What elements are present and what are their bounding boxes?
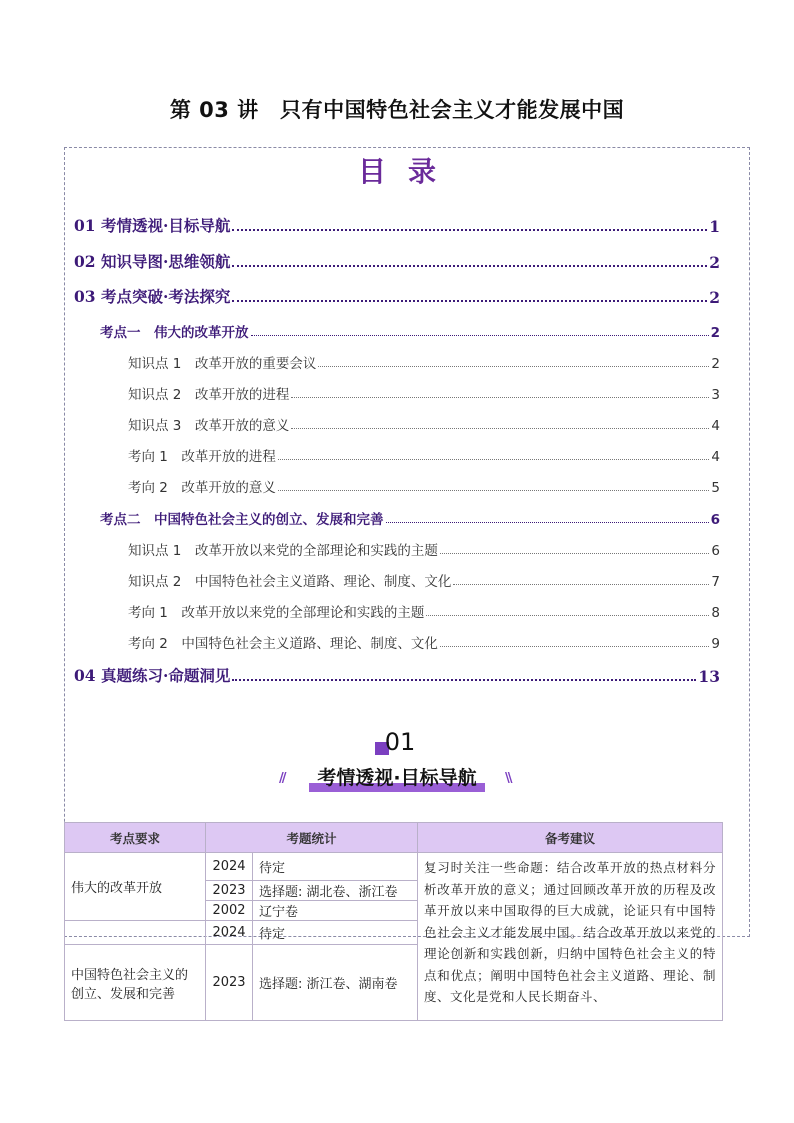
toc-entry-label: 考点二 中国特色社会主义的创立、发展和完善 (100, 512, 384, 528)
section-number-banner (0, 728, 794, 756)
table-header-row (65, 823, 723, 853)
toc-entry-knowledge-2-1[interactable] (128, 535, 720, 559)
toc-entry-section-3[interactable] (74, 283, 720, 307)
toc-leader-dots (232, 229, 707, 231)
toc-page-number: 8 (711, 605, 720, 621)
advice-cell: 复习时关注一些命题：结合改革开放的热点材料分析改革开放的意义；通过回顾改革开放的历程及改革开放以来中国取得的巨大成就，论证只有中国特色社会主义才能发展中国。结合改革开放以来党的理论创新和实践创新，归纳中国特色社会主义的特点和优点；阐明中国特色社会主义道路、理论、制度、文化是党和人民长期奋斗、 (418, 853, 723, 1021)
stat-cell: 选择题: 浙江卷、湖南卷 (253, 945, 418, 1021)
toc-entry-label: 知识点 2 改革开放的进程 (128, 387, 290, 403)
toc-entry-label: 知识点 1 改革开放的重要会议 (128, 356, 317, 372)
toc-page-number: 2 (709, 288, 720, 307)
year-cell: 2023 (206, 945, 253, 1021)
empty-cell (65, 921, 206, 945)
toc-entry-knowledge-2-2[interactable] (128, 566, 720, 590)
stat-cell: 待定 (253, 921, 418, 945)
topic-cell: 伟大的改革开放 (65, 853, 206, 921)
toc-entry-label: 01 考情透视·目标导航 (74, 216, 231, 235)
toc-page-number: 6 (711, 543, 720, 559)
toc-page-number: 9 (711, 636, 720, 652)
slash-decoration-left: // (279, 771, 285, 786)
toc-entry-label: 03 考点突破·考法探究 (74, 287, 231, 306)
year-cell: 2002 (206, 901, 253, 921)
toc-page-number: 7 (711, 574, 720, 590)
toc-leader-dots (440, 646, 710, 647)
toc-leader-dots (426, 615, 709, 616)
toc-page-number: 13 (698, 667, 720, 686)
year-cell: 2023 (206, 881, 253, 901)
toc-entry-knowledge-1-1[interactable] (128, 348, 720, 372)
stat-cell: 辽宁卷 (253, 901, 418, 921)
slash-decoration-right: \\ (505, 771, 511, 786)
toc-entry-direction-2-2[interactable] (128, 628, 720, 652)
toc-page-number: 2 (710, 325, 720, 341)
table-header-cell: 考点要求 (65, 823, 206, 853)
exam-plan-table (64, 822, 723, 1021)
toc-entry-section-1[interactable] (74, 212, 720, 236)
toc-entry-label: 考向 1 改革开放以来党的全部理论和实践的主题 (128, 605, 425, 621)
table-header-cell: 考题统计 (206, 823, 418, 853)
toc-page-number: 3 (711, 387, 720, 403)
stat-cell: 待定 (253, 853, 418, 881)
toc-leader-dots (291, 428, 709, 429)
toc-leader-dots (386, 522, 709, 523)
toc-entry-label: 考向 1 改革开放的进程 (128, 449, 276, 465)
toc-page-number: 5 (711, 480, 720, 496)
toc-entry-knowledge-1-2[interactable] (128, 379, 720, 403)
toc-entry-kaodian-2[interactable] (100, 504, 720, 528)
toc-page-number: 6 (710, 512, 720, 528)
toc-entry-label: 知识点 1 改革开放以来党的全部理论和实践的主题 (128, 543, 438, 559)
toc-page-number: 4 (711, 418, 720, 434)
toc-leader-dots (318, 366, 709, 367)
toc-page-number: 2 (711, 356, 720, 372)
toc-entry-label: 知识点 3 改革开放的意义 (128, 418, 290, 434)
year-cell: 2024 (206, 921, 253, 945)
section-title: 考情透视·目标导航 (309, 763, 484, 790)
toc-entry-label: 知识点 2 中国特色社会主义道路、理论、制度、文化 (128, 574, 452, 590)
toc-entry-kaodian-1[interactable] (100, 317, 720, 341)
toc-heading: 目录 (357, 155, 458, 188)
toc-entry-direction-1-2[interactable] (128, 472, 720, 496)
stat-cell: 选择题: 湖北卷、浙江卷 (253, 881, 418, 901)
toc-leader-dots (440, 553, 710, 554)
topic-cell: 中国特色社会主义的创立、发展和完善 (65, 945, 206, 1021)
section-number: 01 (379, 728, 416, 756)
toc-entry-section-4[interactable] (74, 662, 720, 686)
toc-leader-dots (251, 335, 709, 336)
toc-page-number: 1 (709, 217, 720, 236)
toc-leader-dots (291, 397, 709, 398)
toc-page-number: 4 (711, 449, 720, 465)
toc-entry-label: 04 真题练习·命题洞见 (74, 666, 231, 685)
table-header-cell: 备考建议 (418, 823, 723, 853)
toc-entry-section-2[interactable] (74, 248, 720, 272)
toc-leader-dots (232, 300, 707, 302)
year-cell: 2024 (206, 853, 253, 881)
toc-entry-knowledge-1-3[interactable] (128, 410, 720, 434)
toc-leader-dots (453, 584, 709, 585)
toc-leader-dots (232, 265, 707, 267)
toc-entry-direction-1-1[interactable] (128, 441, 720, 465)
toc-entry-label: 02 知识导图·思维领航 (74, 252, 231, 271)
toc-entry-label: 考点一 伟大的改革开放 (100, 325, 249, 341)
toc-entry-label: 考向 2 中国特色社会主义道路、理论、制度、文化 (128, 636, 438, 652)
toc-entry-direction-2-1[interactable] (128, 597, 720, 621)
table-row (65, 853, 723, 881)
document-title: 第 03 讲 只有中国特色社会主义才能发展中国 (169, 98, 625, 122)
toc-leader-dots (278, 490, 710, 491)
toc-leader-dots (232, 679, 696, 681)
toc-entry-label: 考向 2 改革开放的意义 (128, 480, 276, 496)
toc-page-number: 2 (709, 253, 720, 272)
section-title-banner (0, 763, 794, 790)
toc-leader-dots (278, 459, 710, 460)
